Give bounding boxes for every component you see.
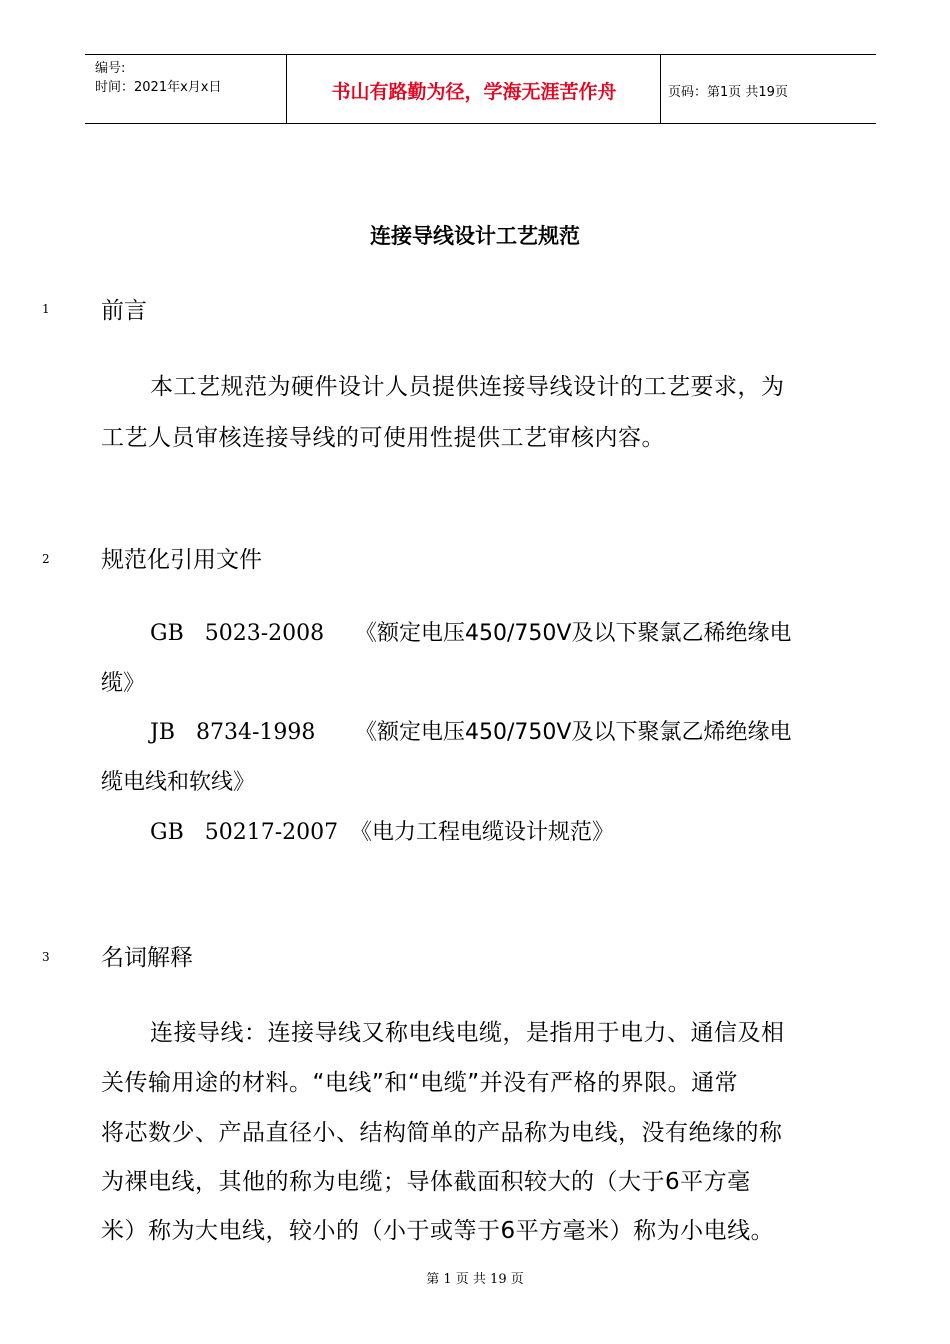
header-meta <box>95 59 221 97</box>
page-header <box>85 54 876 124</box>
page-footer: 第 1 页 共 19 页 <box>426 1272 524 1287</box>
document-time: 时间：2021年x月x日 <box>95 80 222 95</box>
paragraph-line: 本工艺规范为硬件设计人员提供连接导线设计的工艺要求，为 <box>150 374 785 400</box>
paragraph-line: 为裸电线，其他的称为电缆；导体截面积较大的（大于6平方毫 <box>101 1169 751 1195</box>
section-heading: 规范化引用文件 <box>101 547 262 573</box>
section-heading: 名词解释 <box>101 945 193 971</box>
section-number: 2 <box>42 552 50 566</box>
header-motto: 书山有路勤为径，学海无涯苦作舟 <box>331 81 617 103</box>
paragraph-line: 米）称为大电线，较小的（小于或等于6平方毫米）称为小电线。 <box>101 1218 775 1244</box>
reference-continuation: 缆电线和软线》 <box>101 770 256 795</box>
section-number: 3 <box>42 950 50 964</box>
reference-continuation: 缆》 <box>101 671 146 696</box>
reference-code: JB 8734-1998 <box>150 720 316 745</box>
paragraph-line: 连接导线：连接导线又称电线电缆，是指用于电力、通信及相 <box>150 1020 785 1046</box>
paragraph-line: 将芯数少、产品直径小、结构简单的产品称为电线，没有绝缘的称 <box>101 1120 783 1146</box>
reference-item <box>150 815 614 846</box>
paragraph-line: 工艺人员审核连接导线的可使用性提供工艺审核内容。 <box>101 425 665 451</box>
reference-title: 《额定电压450/750V及以下聚氯乙烯绝缘电 <box>355 720 792 745</box>
document-title: 连接导线设计工艺规范 <box>370 224 580 248</box>
document-number-label: 编号: <box>95 61 126 76</box>
reference-item <box>150 616 791 647</box>
paragraph-line: 关传输用途的材料。“电线”和“电缆”并没有严格的界限。通常 <box>101 1070 739 1096</box>
section-number: 1 <box>42 302 50 316</box>
section-heading: 前言 <box>101 298 147 324</box>
reference-title: 《电力工程电缆设计规范》 <box>350 820 615 845</box>
header-divider <box>660 55 661 123</box>
reference-title: 《额定电压450/750V及以下聚氯乙稀绝缘电 <box>355 621 792 646</box>
reference-item <box>150 715 791 746</box>
reference-code: GB 50217-2007 <box>150 820 339 845</box>
header-page-info: 页码：第1页 共19页 <box>668 85 788 100</box>
reference-code: GB 5023-2008 <box>150 621 325 646</box>
